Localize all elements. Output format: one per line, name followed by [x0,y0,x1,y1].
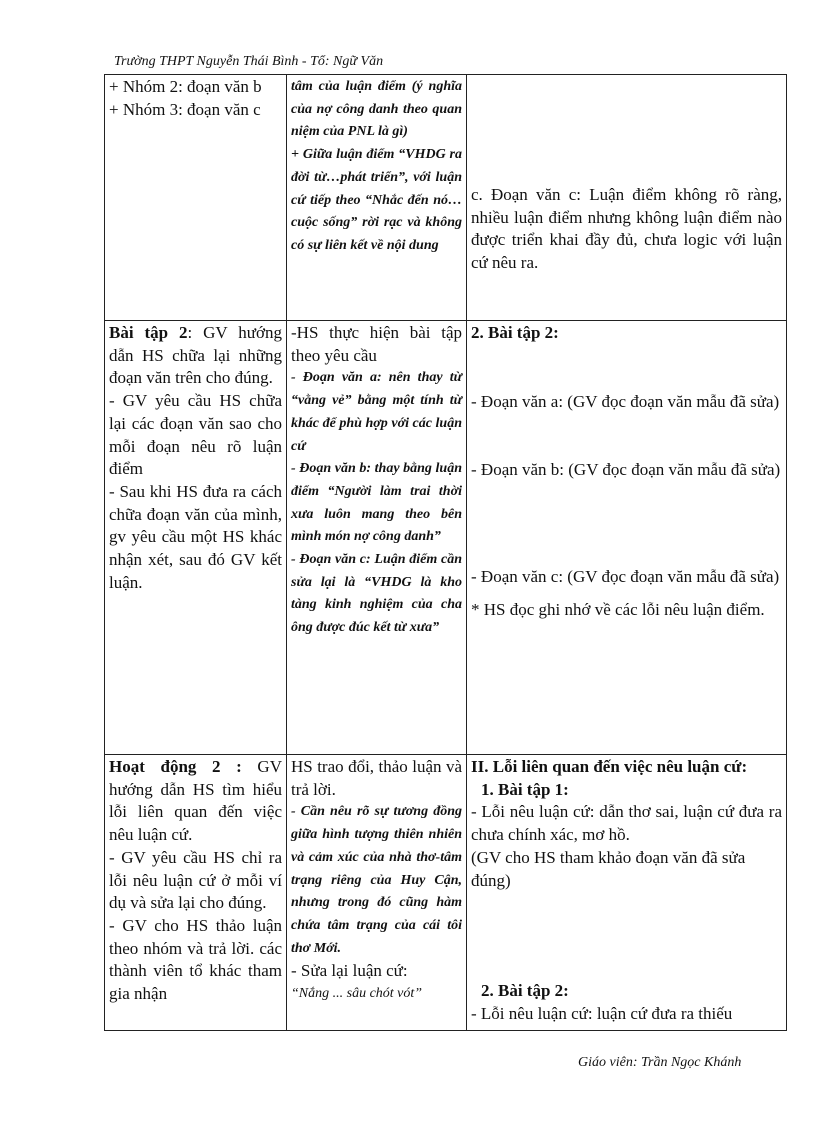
exercise-1-heading: 1. Bài tập 1: [481,779,569,799]
student-paragraph: - Sửa lại luận cứ: [291,961,408,981]
table-row [105,75,787,321]
page-header: Trường THPT Nguyễn Thái Bình - Tổ: Ngữ Văn [114,54,384,69]
activity-paragraph: - Sau khi HS đưa ra cách chữa đoạn văn của mình, gv yêu cầu một HS khác nhận xét, sau đó GV kết luận. [109,481,282,592]
student-cell [287,755,467,1031]
content-paragraph: (GV cho HS tham khảo đoạn văn đã sửa đúng) [471,847,746,890]
student-note: - Đoạn văn b: thay bằng luận điểm “Người làm trai thời xưa luôn mang theo bên mình món nợ công danh” [291,461,462,545]
activity-2-instruction [109,756,282,847]
student-note: tâm của luận điểm (ý nghĩa của nợ công danh theo quan niệm của PNL là gì) [291,79,462,140]
student-note: - Đoạn văn a: nên thay từ “vằng vẻ” bằng một tính từ khác để phù hợp với các luận cứ [291,370,462,454]
content-paragraph: - Đoạn văn c: (GV đọc đoạn văn mẫu đã sửa) [471,567,780,587]
content-paragraph: - Đoạn văn a: (GV đọc đoạn văn mẫu đã sửa) [471,391,780,411]
exercise-2-text: : GV hướng dẫn HS chữa lại những đoạn văn trên cho đúng. [109,323,282,388]
activity-cell [105,755,287,1031]
table-row [105,755,787,1031]
activity-paragraph: - GV yêu cầu HS chỉ ra lỗi nêu luận cứ ở mỗi ví dụ và sửa lại cho đúng. [109,847,282,913]
student-cell [287,75,467,321]
activity-paragraph: - GV cho HS thảo luận theo nhóm và trả lời. các thành viên tổ khác tham gia nhận [109,915,282,1004]
quoted-verse: “Nắng ... sâu chót vót” [291,986,423,1002]
table-row [105,321,787,755]
student-note: - Cần nêu rõ sự tương đồng giữa hình tượng thiên nhiên và cảm xúc của nhà thơ-tâm trạng riêng của Huy Cận, nhưng trong đó cũng hàm chứa tâm trạng của cái tôi thơ Mới. [291,804,462,956]
content-heading: 2. Bài tập 2: [471,323,559,342]
exercise-2-heading: 2. Bài tập 2: [481,981,569,1001]
exercise-2-instruction [109,322,282,390]
exercise-2-label: Bài tập 2 [109,323,188,342]
content-paragraph: c. Đoạn văn c: Luận điểm không rõ ràng, nhiều luận điểm nhưng không luận điểm nào được triển khai đầy đủ, chưa logic với luận cứ nêu ra. [471,185,782,273]
student-intro: -HS thực hiện bài tập theo yêu cầu [291,323,462,365]
activity-cell [105,321,287,755]
content-cell [467,75,787,321]
group-3-text: + Nhóm 3: đoạn văn c [109,99,261,119]
student-note: + Giữa luận điểm “VHDG ra đời từ…phát triển”, với luận cứ tiếp theo “Nhắc đến nó…cuộc sống” rời rạc và không có sự liên kết về nội dung [291,147,462,253]
content-paragraph: - Lỗi nêu luận cứ: luận cứ đưa ra thiếu [471,1003,733,1023]
content-paragraph: * HS đọc ghi nhớ về các lỗi nêu luận điểm. [471,599,765,619]
page-footer: Giáo viên: Trần Ngọc Khánh [578,1055,742,1070]
activity-2-label: Hoạt động 2 : [109,757,242,776]
activity-2-text: GV hướng dẫn HS tìm hiểu lỗi liên quan đến việc nêu luận cứ. [109,757,282,845]
lesson-plan-table [104,74,787,1031]
student-intro: HS trao đổi, thảo luận và trả lời. [291,757,462,799]
activity-paragraph: - GV yêu cầu HS chữa lại các đoạn văn sao cho mỗi đoạn nêu rõ luận điểm [109,391,282,479]
content-paragraph: - Lỗi nêu luận cứ: dẫn thơ sai, luận cứ đưa ra chưa chính xác, mơ hồ. [471,802,782,845]
content-paragraph: - Đoạn văn b: (GV đọc đoạn văn mẫu đã sửa) [471,460,781,480]
group-2-text: + Nhóm 2: đoạn văn b [109,77,262,96]
content-cell [467,755,787,1031]
content-cell [467,321,787,755]
student-note: - Đoạn văn c: Luận điểm cần sửa lại là “VHDG là kho tàng kinh nghiệm của cha ông được đúc kết từ xưa” [291,552,462,636]
section-heading: II. Lỗi liên quan đến việc nêu luận cứ: [471,757,748,776]
student-cell [287,321,467,755]
activity-cell [105,75,287,321]
